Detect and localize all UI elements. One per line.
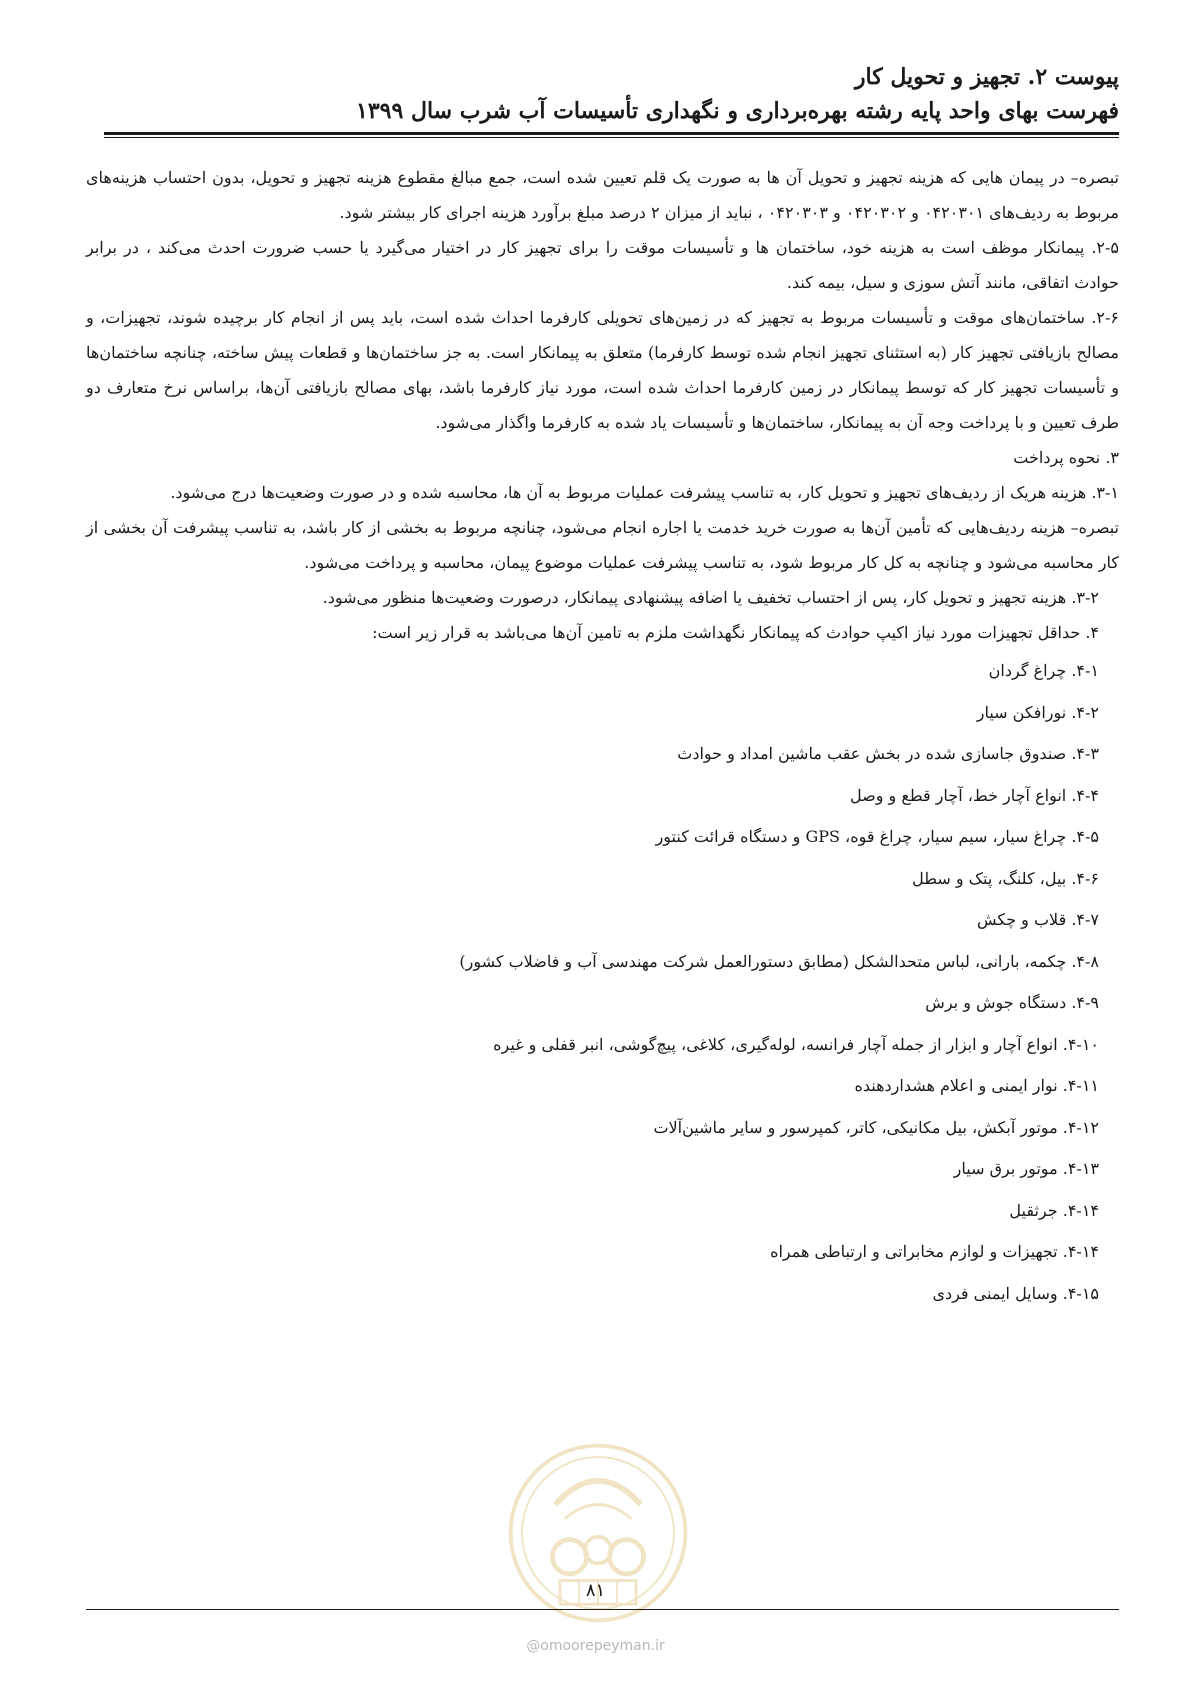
list-item: ۴-۱. چراغ گردان xyxy=(988,661,1099,680)
page-header xyxy=(104,60,1119,128)
list-item: ۴-۱۴. تجهیزات و لوازم مخابراتی و ارتباطی همراه xyxy=(770,1242,1099,1261)
list-item: ۴-۸. چکمه، بارانی، لباس متحدالشکل (مطابق دستورالعمل شرکت مهندسی آب و فاضلاب کشور) xyxy=(459,951,1099,971)
paragraph-2-6: ۲-۶. ساختمان‌های موقت و تأسیسات مربوط به تجهیز که در زمین‌های تحویلی کارفرما احداث شده است، باید پس از انجام کار برچیده شوند، تجهیزات، و مصالح بازیافتی تجهیز کار (به استثنای تجهیز انجام شده توسط کارفرما) متعلق به پیمانکار است. به جز ساختمان‌ها و قطعات پیش ساخته، چنانچه ساختمان‌ها و تأسیسات تجهیز کار که توسط پیمانکار در زمین کارفرما احداث شده است، مورد نیاز کارفرما باشد، بهای مصالح بازیافتی آن‌ها، براساس نرخ متعارف دو طرف تعیین و با پرداخت وجه آن به پیمانکار، ساختمان‌ها و تأسیسات یاد شده به کارفرما واگذار می‌شود. xyxy=(86,308,1119,432)
list-item: ۴-۱۵. وسایل ایمنی فردی xyxy=(932,1283,1099,1303)
header-double-rule xyxy=(104,132,1119,138)
paragraph-note-rental: تبصره– هزینه ردیف‌هایی که تأمین آن‌ها به صورت خرید خدمت یا اجاره انجام می‌شود، چنانچه مربوط به بخشی از کار باشد، به تناسب پیشرفت آن بخشی از کار محاسبه می‌شود و چنانچه به کل کار مربوط شود، به تناسب پیشرفت عملیات موضوع پیمان، محاسبه و پرداخت می‌شود. xyxy=(86,518,1120,572)
footer-rule xyxy=(86,1609,1119,1610)
list-item: ۴-۷. قلاب و چکش xyxy=(976,910,1099,929)
list-item: ۴-۳. صندوق جاسازی شده در بخش عقب ماشین امداد و حوادث xyxy=(677,744,1099,763)
equipment-list xyxy=(86,650,1119,1314)
paragraph-2-5: ۲-۵. پیمانکار موظف است به هزینه خود، ساختمان ها و تأسیسات موقت را برای تجهیز کار در اختیار می‌گیرد یا حسب ضرورت احدث می‌کند ، در برابر حوادث اتفاقی، مانند آتش سوزی و سیل، بیمه کند. xyxy=(86,238,1119,292)
list-item: ۴-۱۱. نوار ایمنی و اعلام هشداردهنده xyxy=(854,1076,1099,1095)
paragraph-note-lump-sum: تبصره– در پیمان هایی که هزینه تجهیز و تحویل آن ها به صورت یک قلم تعیین شده است، جمع مبالغ مقطوع هزینه تجهیز و تحویل، بدون احتساب هزینه‌های مربوط به ردیف‌های ۰۴۲۰۳۰۱ و ۰۴۲۰۳۰۲ و ۰۴۲۰۳۰۳ ، نباید از میزان ۲ درصد مبلغ برآورد هزینه اجرای کار بیشتر شود. xyxy=(86,168,1119,222)
list-item: ۴-۵. چراغ سیار، سیم سیار، چراغ قوه، GPS و دستگاه قرائت کنتور xyxy=(655,827,1099,846)
list-item: ۴-۱۳. موتور برق سیار xyxy=(953,1159,1099,1178)
header-appendix-title: پیوست ۲. تجهیز و تحویل کار xyxy=(854,64,1119,90)
list-item: ۴-۱۲. موتور آبکش، بیل مکانیکی، کاتر، کمپرسور و سایر ماشین‌آلات xyxy=(653,1117,1099,1137)
page-number: ۸۱ xyxy=(585,1580,606,1601)
section-4-heading: ۴. حداقل تجهیزات مورد نیاز اکیپ حوادث که پیمانکار نگهداشت ملزم به تامین آن‌ها می‌باشد به قرار زیر است: xyxy=(372,623,1099,642)
header-document-title: فهرست بهای واحد پایه رشته بهره‌برداری و نگهداری تأسیسات آب شرب سال ۱۳۹۹ xyxy=(356,98,1119,124)
list-item: ۴-۹. دستگاه جوش و برش xyxy=(925,993,1099,1012)
list-item: ۴-۴. انواع آچار خط، آچار قطع و وصل xyxy=(850,785,1099,805)
paragraph-3-1: ۳-۱. هزینه هریک از ردیف‌های تجهیز و تحویل کار، به تناسب پیشرفت عملیات مربوط به آن ها، محاسبه شده و در صورت وضعیت‌ها درج می‌شود. xyxy=(170,483,1119,502)
list-item: ۴-۱۰. انواع آچار و ابزار از جمله آچار فرانسه، لوله‌گیری، کلاغی، پیچ‌گوشی، انبر قفلی و غیره xyxy=(493,1034,1099,1054)
paragraph-3-2: ۳-۲. هزینه تجهیز و تحویل کار، پس از احتساب تخفیف یا اضافه پیشنهادی پیمانکار، درصورت وضعیت‌ها منظور می‌شود. xyxy=(322,588,1099,607)
list-item: ۴-۶. بیل، کلنگ، پتک و سطل xyxy=(912,868,1099,888)
list-item: ۴-۲. نورافکن سیار xyxy=(976,702,1099,722)
list-item: ۴-۱۴. جرثقیل xyxy=(1009,1200,1099,1220)
section-3-heading: ۳. نحوه پرداخت xyxy=(1013,448,1119,467)
document-body xyxy=(86,160,1119,1314)
watermark-url: @omoorepeyman.ir xyxy=(526,1638,665,1654)
